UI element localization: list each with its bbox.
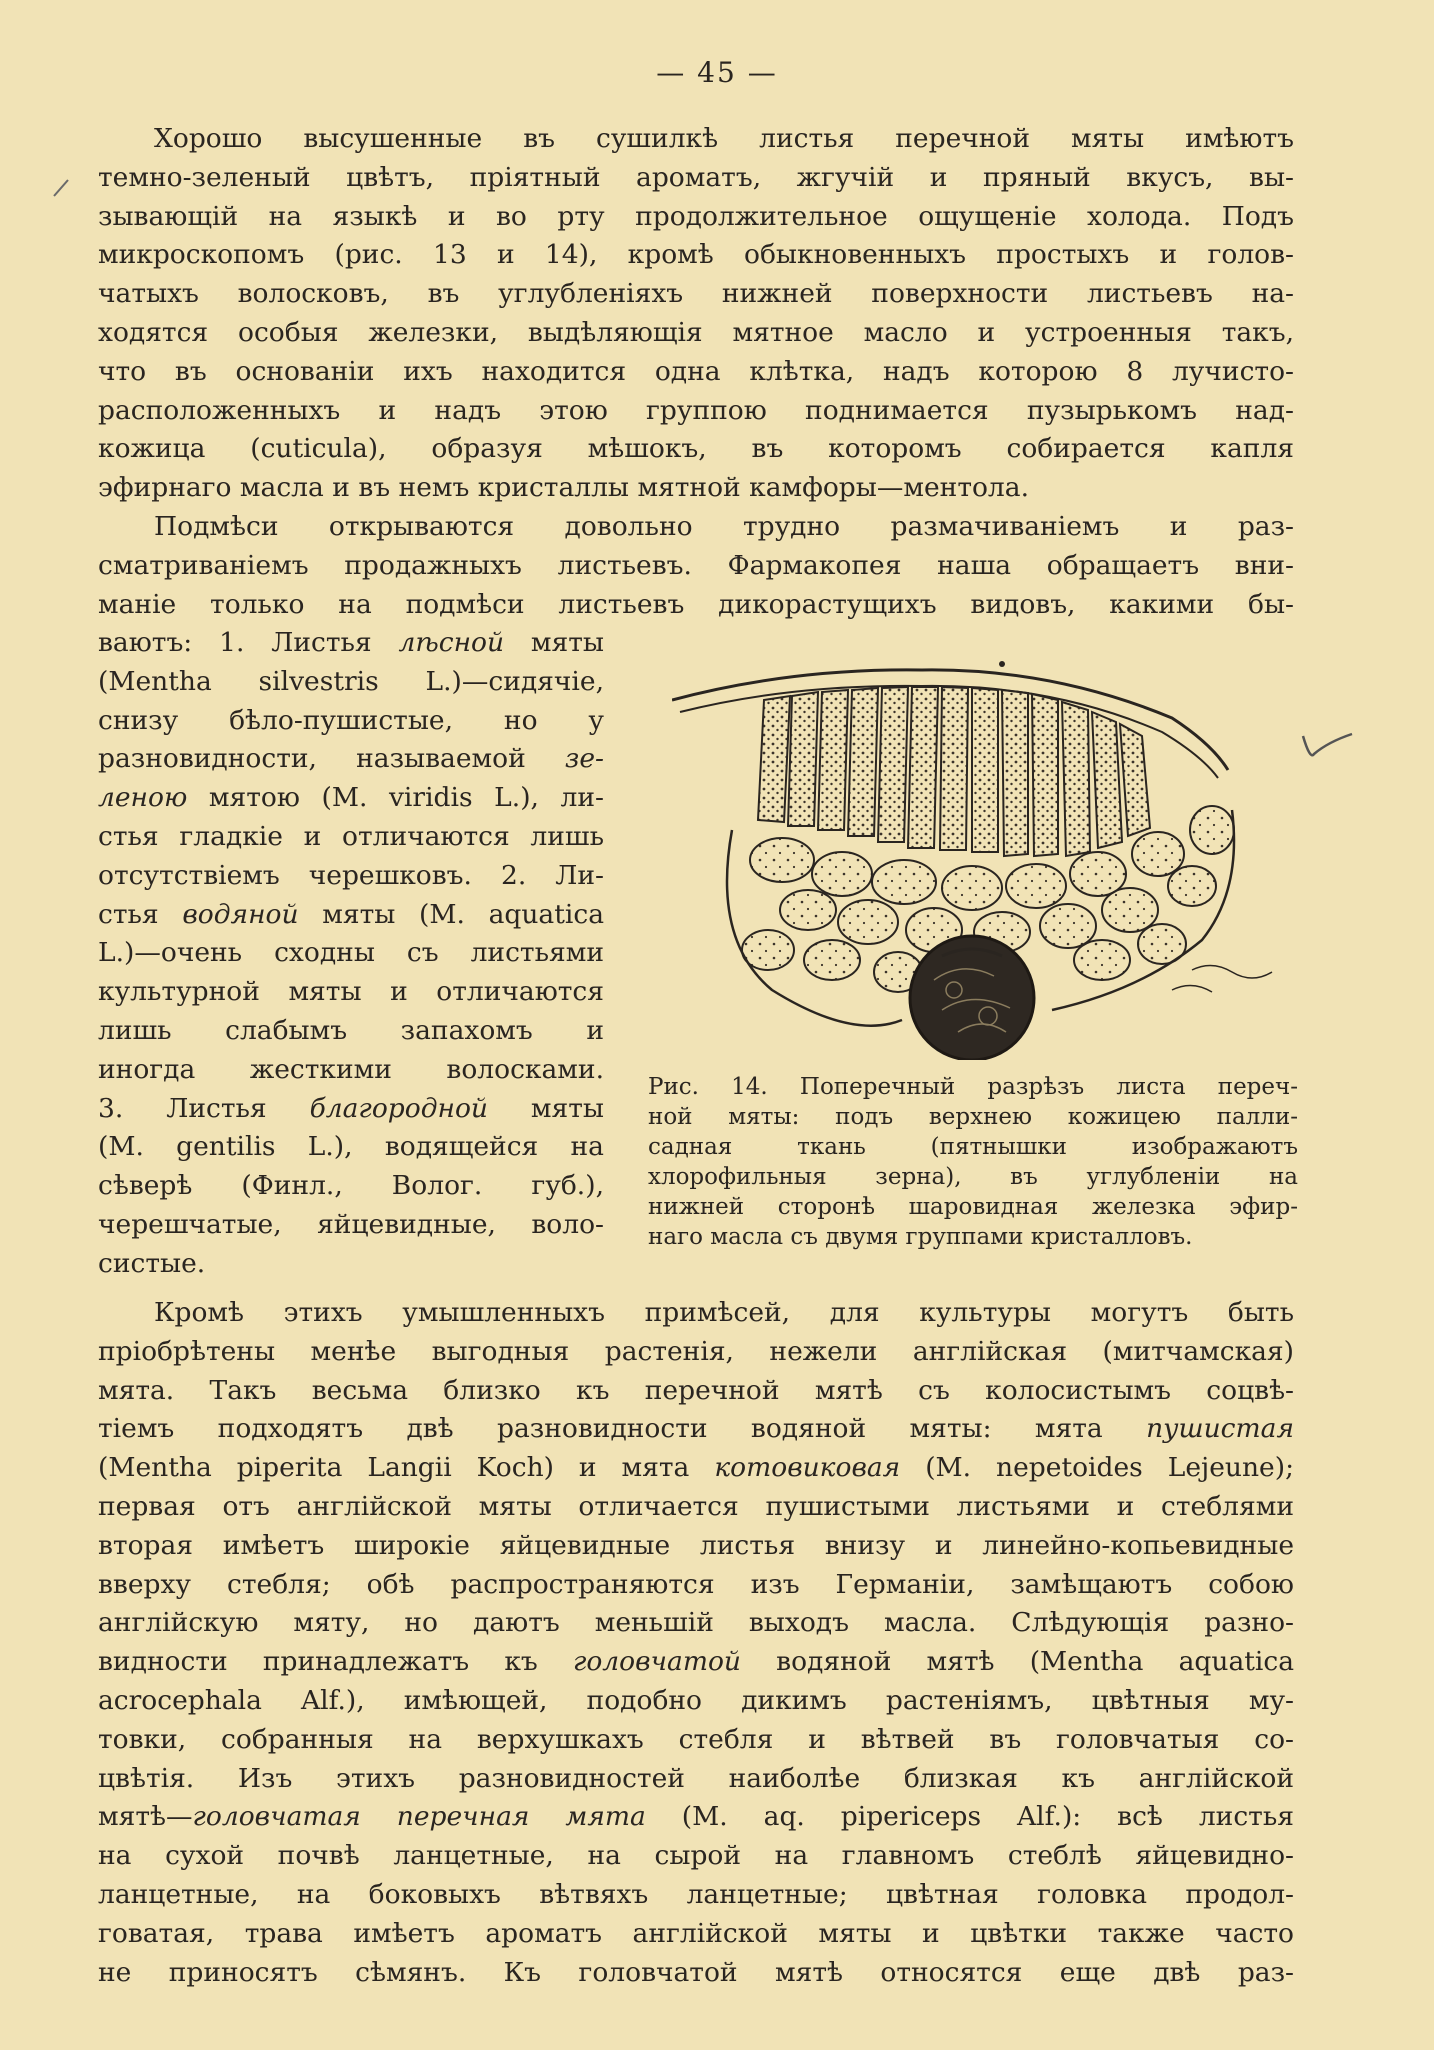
para2_left-line: (M. gentilis L.), водящейся на (98, 1131, 604, 1163)
para2-line: сматриваніемъ продажныхъ листьевъ. Фармакопея наша обращаетъ вни- (98, 549, 1294, 581)
para1-line: эфирнаго масла и въ немъ кристаллы мятной камфоры—ментола. (98, 472, 1029, 504)
para3-line: на сухой почвѣ ланцетные, на сырой на главномъ стеблѣ яйцевидно- (98, 1840, 1294, 1872)
para1-line: ходятся особыя железки, выдѣляющія мятное масло и устроенныя такъ, (98, 316, 1294, 348)
para3-line: первая отъ англійской мяты отличается пушистыми листьями и стеблями (98, 1490, 1294, 1522)
para1-line: расположенныхъ и надъ этою группою поднимается пузырькомъ над- (98, 394, 1294, 426)
para3-line: вверху стебля; обѣ распространяются изъ Германіи, замѣщаютъ собою (98, 1568, 1294, 1600)
para2_left-line: систые. (98, 1247, 206, 1279)
para3-line: не приносятъ сѣмянъ. Къ головчатой мятѣ относятся еще двѣ раз- (98, 1956, 1294, 1988)
caption-line: ной мяты: подъ верхнею кожицею палли- (648, 1104, 1298, 1130)
para2_left-line: леною мятою (M. viridis L.), ли- (98, 782, 604, 814)
para2_left-line: отсутствіемъ черешковъ. 2. Ли- (98, 859, 604, 891)
para3-line: Кромѣ этихъ умышленныхъ примѣсей, для культуры могутъ быть (154, 1297, 1294, 1328)
para3-line: вторая имѣетъ широкіе яйцевидные листья внизу и линейно-копьевидные (98, 1529, 1294, 1561)
paragraph-3 (98, 1294, 1294, 1992)
para2_left-line: разновидности, называемой зе- (98, 743, 604, 775)
para1-line: темно-зеленый цвѣтъ, пріятный ароматъ, жгучій и пряный вкусъ, вы- (98, 161, 1294, 193)
para1-line: зывающій на языкѣ и во рту продолжительное ощущеніе холода. Подъ (98, 200, 1294, 232)
para3-line: товки, собранныя на верхушкахъ стебля и вѣтвей въ головчатыя со- (98, 1723, 1294, 1755)
pencil-check-mark (1300, 730, 1356, 762)
paragraph-2-wrapped (98, 624, 604, 1284)
paragraph-1 (98, 120, 1294, 508)
paragraph-2 (98, 508, 1294, 624)
para2_left-line: культурной мяты и отличаются (98, 976, 604, 1008)
para3-line: пріобрѣтены менѣе выгодныя растенія, нежели англійская (митчамская) (98, 1335, 1294, 1367)
para2_left-line: ваютъ: 1. Листья лѣсной мяты (98, 627, 604, 658)
para3-line: мятѣ—головчатая перечная мята (M. aq. piperiсeps Alf.): всѣ листья (98, 1801, 1294, 1833)
para1-line: кожица (cuticula), образуя мѣшокъ, въ которомъ собирается капля (98, 433, 1294, 465)
para3-line: ланцетные, на боковыхъ вѣтвяхъ ланцетные; цвѣтная головка продол- (98, 1878, 1294, 1910)
pencil-tick-mark (52, 176, 72, 200)
para1-line: микроскопомъ (рис. 13 и 14), кромѣ обыкновенныхъ простыхъ и голов- (98, 239, 1294, 271)
caption-line: хлорофильныя зерна), въ углубленіи на (648, 1164, 1298, 1190)
para2-line: Подмѣси открываются довольно трудно размачиваніемъ и раз- (154, 511, 1294, 542)
para2_left-line: черешчатые, яйцевидные, воло- (98, 1208, 604, 1240)
para2_left-line: стья гладкіе и отличаются лишь (98, 820, 604, 852)
figure-caption (648, 1072, 1298, 1252)
para3-line: видности принадлежатъ къ головчатой водяной мятѣ (Mentha aquatica (98, 1646, 1294, 1678)
para3-line: англійскую мяту, но даютъ меньшій выходъ масла. Слѣдующія разно- (98, 1607, 1294, 1639)
para2_left-line: L.)—очень сходны съ листьями (98, 937, 604, 969)
para3-line: цвѣтія. Изъ этихъ разновидностей наиболѣе близкая къ англійской (98, 1762, 1294, 1794)
para2_left-line: снизу бѣло-пушистые, но у (98, 704, 604, 736)
caption-line: садная ткань (пятнышки изображаютъ (648, 1134, 1298, 1160)
page-number: — 45 — (656, 56, 778, 89)
caption-line: нижней сторонѣ шаровидная железка эфир- (648, 1194, 1298, 1220)
para3-line: acrocephala Alf.), имѣющей, подобно дикимъ растеніямъ, цвѣтныя му- (98, 1684, 1294, 1716)
para1-line: чатыхъ волосковъ, въ углубленіяхъ нижней поверхности листьевъ на- (98, 278, 1294, 310)
para2_left-line: иногда жесткими волосками. (98, 1053, 604, 1085)
caption-line: наго масла съ двумя группами кристалловъ. (648, 1224, 1193, 1250)
para1-line: что въ основаніи ихъ находится одна клѣтка, надъ которою 8 лучисто- (98, 355, 1294, 387)
figure-leaf-cross-section (672, 660, 1282, 1060)
para2_left-line: стья водяной мяты (M. aquatica (98, 898, 604, 930)
para1-line: Хорошо высушенные въ сушилкѣ листья перечной мяты имѣютъ (154, 123, 1294, 154)
para2_left-line: лишь слабымъ запахомъ и (98, 1014, 604, 1046)
para3-line: мята. Такъ весьма близко къ перечной мятѣ съ колосистымъ соцвѣ- (98, 1374, 1294, 1406)
para2_left-line: сѣверѣ (Финл., Волог. губ.), (98, 1170, 604, 1202)
para2_left-line: (Mentha silvestris L.)—сидячіе, (98, 665, 604, 697)
caption-line: Рис. 14. Поперечный разрѣзъ листа переч- (648, 1074, 1298, 1100)
para2-line: маніе только на подмѣси листьевъ дикорастущихъ видовъ, какими бы- (98, 588, 1294, 620)
para3-line: (Mentha piperita Langii Koch) и мята котовиковая (M. nepetoides Lejeune); (98, 1452, 1294, 1484)
para3-line: говатая, трава имѣетъ ароматъ англійской мяты и цвѣтки также часто (98, 1917, 1294, 1949)
para2_left-line: 3. Листья благородной мяты (98, 1092, 604, 1124)
para3-line: тіемъ подходятъ двѣ разновидности водяной мяты: мята пушистая (98, 1413, 1294, 1445)
